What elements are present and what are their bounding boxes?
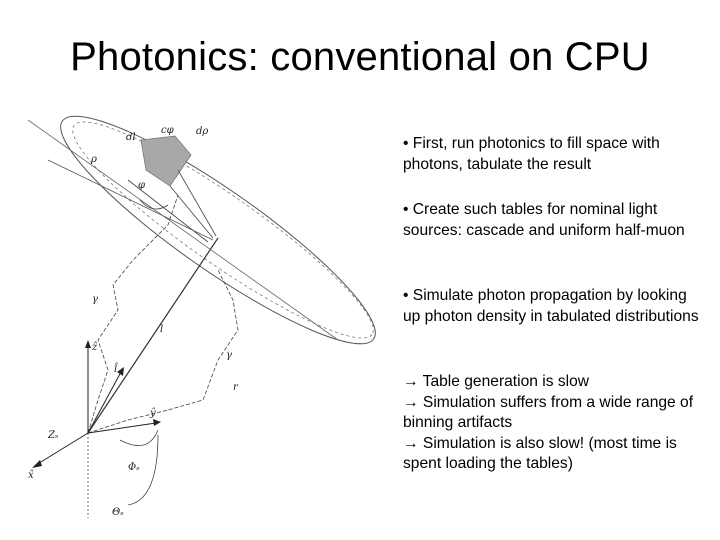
ray-4 xyxy=(48,160,213,240)
label-gamma-2: γ xyxy=(226,350,232,361)
label-l-hat: l̂ xyxy=(114,364,118,375)
label-gamma: γ xyxy=(92,294,98,305)
label-z-hat: ẑ xyxy=(92,342,98,353)
label-phi: φ xyxy=(138,180,146,191)
conclusion-generation-slow: → Table generation is slow xyxy=(403,373,590,390)
photon-path-2 xyxy=(88,270,238,433)
bullet-fill-space: • First, run photonics to fill space with photons, tabulate the result xyxy=(403,135,660,173)
photon-path-1 xyxy=(88,195,178,433)
label-d-rho: dρ xyxy=(196,126,209,137)
label-r: r xyxy=(233,382,238,393)
y-axis xyxy=(88,423,156,433)
label-z-s: Zₛ xyxy=(48,430,59,441)
phi-s-arc xyxy=(120,430,158,446)
label-l: l xyxy=(160,324,164,335)
label-theta-s: Θₛ xyxy=(112,507,124,518)
label-x-hat: x̂ xyxy=(28,470,34,481)
muon-track-line xyxy=(88,238,218,433)
x-axis xyxy=(36,433,88,465)
conclusion-binning-artifacts: → Simulation suffers from a wide range of binning artifacts xyxy=(403,393,694,431)
label-dl: dl xyxy=(126,132,136,143)
bullet-create-tables: • Create such tables for nominal light sources: cascade and uniform half-muon xyxy=(403,201,685,239)
z-arrow xyxy=(85,340,91,348)
inner-ellipse xyxy=(54,100,390,362)
geometry-diagram xyxy=(28,100,390,520)
phi-arc xyxy=(140,200,168,209)
label-c-phi: cφ xyxy=(161,125,174,136)
label-phi-s: Φₛ xyxy=(128,462,140,473)
conclusions-block xyxy=(403,372,708,475)
x-arrow xyxy=(32,460,42,468)
surface-element xyxy=(141,136,191,186)
y-arrow xyxy=(153,419,161,426)
outer-ellipse xyxy=(39,100,390,372)
bullet-simulate-propagation: • Simulate photon propagation by looking up photon density in tabulated distributions xyxy=(403,287,699,325)
slide-title: Photonics: conventional on CPU xyxy=(70,35,650,79)
conclusion-simulation-slow: → Simulation is also slow! (most time is spent loading the tables) xyxy=(403,434,677,472)
l-arrow xyxy=(117,367,124,376)
label-y-hat: ŷ xyxy=(150,408,156,419)
label-rho: ρ xyxy=(91,154,97,165)
photon-geometry-figure xyxy=(28,100,390,520)
